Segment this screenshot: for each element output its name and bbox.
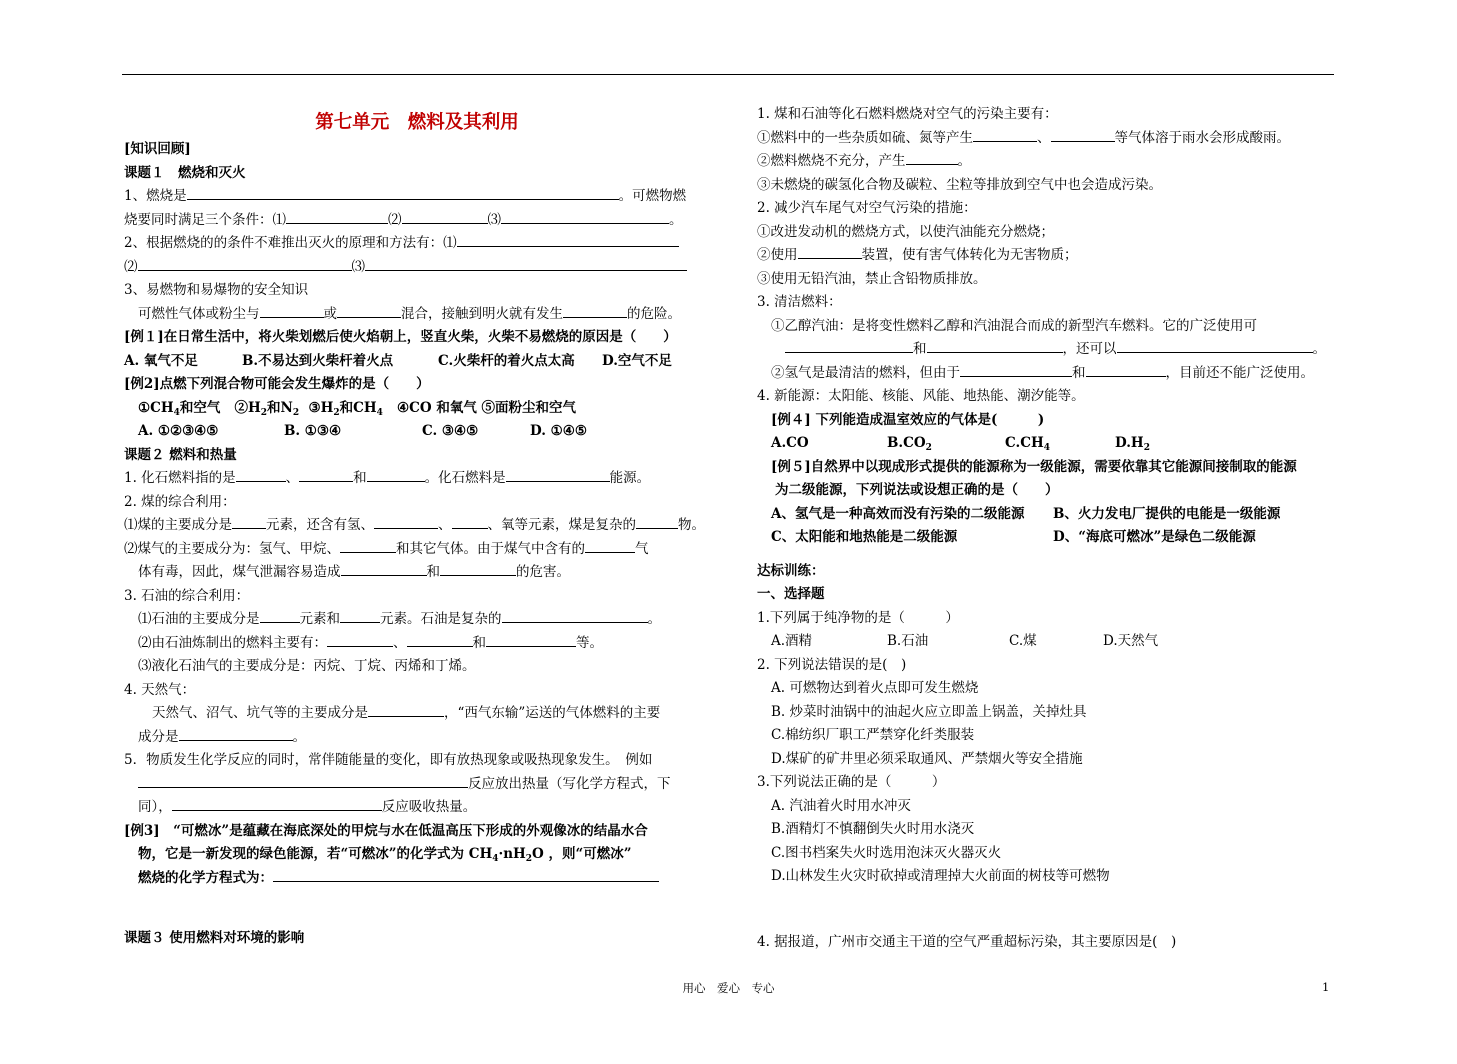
r1: 1. 煤和石油等化石燃料燃烧对空气的污染主要有： bbox=[757, 106, 1058, 122]
q3-heading: 3、易燃物和易爆物的安全知识 bbox=[124, 282, 309, 298]
example4-options: A.CO $B.CO_2$ $C.CH_4$ $D.H_2$ bbox=[771, 435, 1150, 453]
t2-q5c: 同）， 反应吸收热量。 bbox=[124, 796, 710, 820]
page-number: 1 bbox=[1322, 980, 1330, 994]
q2-line1: 2、根据燃烧的的条件不难推出灭火的原理和方法有：⑴ bbox=[124, 232, 710, 256]
r2c: ③使用无铅汽油，禁止含铅物质排放。 bbox=[757, 270, 987, 287]
p3-b: B.酒精灯不慎翻倒失火时用水浇灭 bbox=[771, 821, 975, 837]
right-column bbox=[757, 103, 1337, 889]
p1: 1.下列属于纯净物的是（ ） bbox=[757, 609, 959, 626]
example5-options-cd: C、太阳能和地热能是二级能源 D、“海底可燃冰”是绿色二级能源 bbox=[771, 529, 1256, 545]
left-column bbox=[124, 108, 710, 890]
r4: 4. 新能源：太阳能、核能、风能、地热能、潮汐能等。 bbox=[757, 388, 1085, 404]
q3-line: 可燃性气体或粉尘与 或 混合，接触到明火就有发生 的危险。 bbox=[124, 303, 710, 327]
p3: 3.下列说法正确的是（ ） bbox=[757, 774, 946, 790]
t2-q3: 3. 石油的综合利用： bbox=[124, 587, 250, 604]
r3a: ①乙醇汽油：是将变性燃料乙醇和汽油混合而成的新型汽车燃料。它的广泛使用可 bbox=[771, 317, 1257, 334]
t2-q3c: ⑶液化石油气的主要成分是：丙烷、丁烷、丙烯和丁烯。 bbox=[138, 658, 476, 674]
example3-line2: 物，它是一新发现的绿色能源，若“可燃冰”的化学式为 $CH_4\cdot nH_2O$ ，则“可燃冰” bbox=[138, 846, 632, 864]
topic2-heading: 课题２ 燃料和热量 bbox=[124, 446, 237, 463]
r2: 2. 减少汽车尾气对空气污染的措施： bbox=[757, 200, 977, 216]
r2b: ②使用 装置，使有害气体转化为无害物质； bbox=[757, 244, 1337, 268]
example5-line2: 为二级能源，下列说法或设想正确的是（ ） bbox=[775, 482, 1059, 498]
p3-d: D.山林发生火灾时砍掉或清理掉大火前面的树枝等可燃物 bbox=[771, 868, 1110, 884]
p2-c: C.棉纺织厂职工严禁穿化纤类服装 bbox=[771, 727, 975, 743]
p3-a: A. 汽油着火时用水冲灭 bbox=[771, 797, 911, 814]
r3: 3. 清洁燃料： bbox=[757, 294, 842, 310]
r2a: ①改进发动机的燃烧方式，以使汽油能充分燃烧； bbox=[757, 223, 1054, 240]
t2-q4: 4. 天然气： bbox=[124, 681, 196, 698]
r3c: ②氢气是最清洁的燃料，但由于 和 ，目前还不能广泛使用。 bbox=[757, 362, 1337, 386]
choice-heading: 一、选择题 bbox=[757, 586, 825, 602]
p2-b: B. 炒菜时油锅中的油起火应立即盖上锅盖，关掉灶具 bbox=[771, 703, 1087, 720]
header-rule bbox=[122, 74, 1334, 75]
r3b: 和 ，还可以 。 bbox=[757, 338, 1337, 362]
example2-items: $①CH_4$和空气 $②H_2$和$N_2$ $③H_2$和$CH_4$ ④CO 和氧气 ⑤面粉尘和空气 bbox=[138, 399, 577, 418]
example5-line1: [例５]自然界中以现成形式提供的能源称为一级能源，需要依靠其它能源间接制取的能源 bbox=[771, 458, 1297, 475]
r1b: ②燃料燃烧不充分，产生 。 bbox=[757, 150, 1337, 174]
example3-line3: 燃烧的化学方程式为： bbox=[124, 867, 710, 891]
example4-question: [例４] 下列能造成温室效应的气体是( ) bbox=[771, 411, 1045, 428]
example2-options: A. ①②③④⑤ B. ①③④ C. ③④⑤ D. ①④⑤ bbox=[138, 423, 587, 439]
t2-q2: 2. 煤的综合利用： bbox=[124, 493, 236, 510]
t2-q4b: 成分是 。 bbox=[124, 726, 710, 750]
p4: 4. 据报道，广州市交通主干道的空气严重超标污染，其主要原因是( ) bbox=[757, 934, 1177, 950]
page-title: 第七单元 燃料及其利用 bbox=[315, 112, 519, 133]
p1-options: A.酒精 B.石油 C.煤 D.天然气 bbox=[771, 633, 1159, 649]
example1-question: [例１]在日常生活中，将火柴划燃后使火焰朝上，竖直火柴，火柴不易燃烧的原因是（ ） bbox=[124, 329, 677, 345]
topic1-heading: 课题１ 燃烧和灭火 bbox=[124, 164, 246, 181]
topic3-heading: 课题３ 使用燃料对环境的影响 bbox=[124, 930, 305, 946]
p2-a: A. 可燃物达到着火点即可发生燃烧 bbox=[771, 680, 979, 696]
p2: 2. 下列说法错误的是( ) bbox=[757, 656, 907, 673]
q2-line2: ⑵ ⑶ bbox=[124, 256, 710, 280]
q1-line2: 烧要同时满足三个条件：⑴ ⑵ ⑶ 。 bbox=[124, 209, 710, 233]
example2-question: [例2]点燃下列混合物可能会发生爆炸的是（ ） bbox=[124, 376, 430, 392]
t2-q5: 5．物质发生化学反应的同时，常伴随能量的变化，即有放热现象或吸热现象发生。 例如 bbox=[124, 752, 653, 768]
p2-d: D.煤矿的矿井里必须采取通风、严禁烟火等安全措施 bbox=[771, 750, 1083, 767]
t2-q4a: 天然气、沼气、坑气等的主要成分是 ，“西气东输”运送的气体燃料的主要 bbox=[124, 702, 710, 726]
t2-q3a: ⑴石油的主要成分是 元素和 元素。石油是复杂的 。 bbox=[124, 608, 710, 632]
t2-q1: 1. 化石燃料指的是 、 和 。化石燃料是 能源。 bbox=[124, 467, 710, 491]
example5-options-ab: A、氢气是一种高效而没有污染的二级能源 B、火力发电厂提供的电能是一级能源 bbox=[771, 505, 1281, 522]
t2-q5b: 反应放出热量（写化学方程式，下 bbox=[124, 773, 710, 797]
r1a: ①燃料中的一些杂质如硫、氮等产生 、 等气体溶于雨水会形成酸雨。 bbox=[757, 127, 1337, 151]
t2-q2b: ⑵煤气的主要成分为：氢气、甲烷、 和其它气体。由于煤气中含有的 气 bbox=[124, 538, 710, 562]
page-footer: 用心 爱心 专心 bbox=[682, 981, 775, 995]
t2-q2a: ⑴煤的主要成分是 元素，还含有氢、 、 、氧等元素，煤是复杂的 物。 bbox=[124, 514, 710, 538]
example3-line1: [例3] “可燃冰”是蕴藏在海底深处的甲烷与水在低温高压下形成的外观像冰的结晶水合 bbox=[124, 822, 648, 839]
q1-line1: 1、燃烧是 。可燃物燃 bbox=[124, 185, 710, 209]
p3-c: C.图书档案失火时选用泡沫灭火器灭火 bbox=[771, 844, 1002, 861]
t2-q3b: ⑵由石油炼制出的燃料主要有： 、 和 等。 bbox=[124, 632, 710, 656]
t2-q2c: 体有毒，因此，煤气泄漏容易造成 和 的危害。 bbox=[124, 561, 710, 585]
r1c: ③未燃烧的碳氢化合物及碳粒、尘粒等排放到空气中也会造成污染。 bbox=[757, 176, 1162, 193]
practice-heading: 达标训练： bbox=[757, 562, 825, 579]
example1-options: A. 氧气不足 B.不易达到火柴杆着火点 C.火柴杆的着火点太高 D.空气不足 bbox=[124, 352, 672, 369]
section-review: [知识回顾] bbox=[124, 141, 191, 157]
